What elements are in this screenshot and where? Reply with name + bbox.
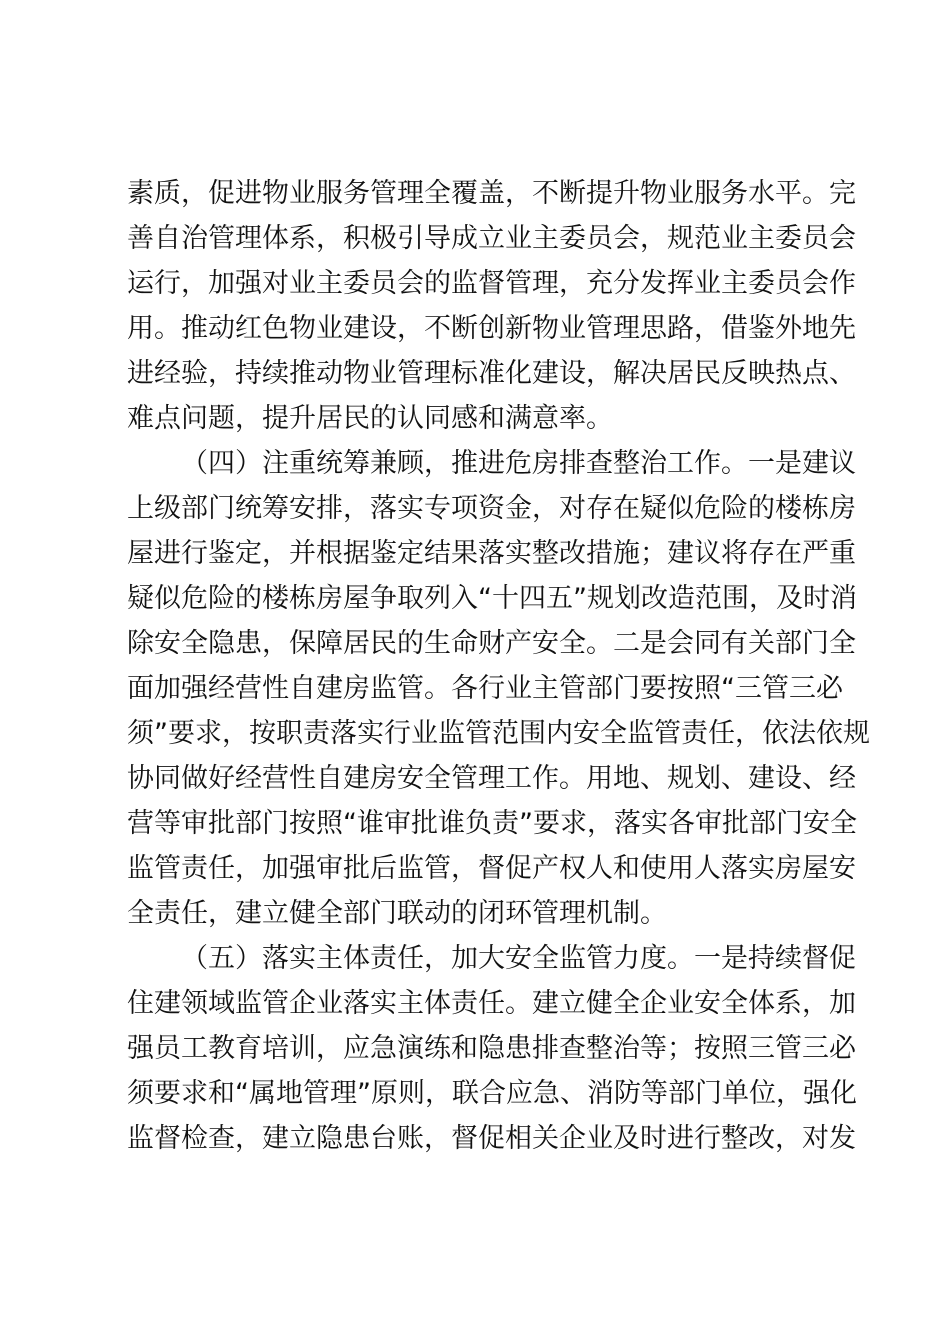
text-line: 面加强经营性自建房监管。各行业主管部门要按照“三管三必 xyxy=(127,673,843,704)
text-line: 善自治管理体系，积极引导成立业主委员会，规范业主委员会 xyxy=(127,223,856,254)
text-line: 强员工教育培训，应急演练和隐患排查整治等；按照三管三必 xyxy=(127,1033,856,1064)
text-line: 须”要求，按职责落实行业监管范围内安全监管责任，依法依规 xyxy=(127,718,870,749)
text-line: 协同做好经营性自建房安全管理工作。用地、规划、建设、经 xyxy=(127,763,856,794)
text-line: 须要求和“属地管理”原则，联合应急、消防等部门单位，强化 xyxy=(127,1078,857,1109)
text-line: 难点问题，提升居民的认同感和满意率。 xyxy=(127,403,613,434)
text-line: 营等审批部门按照“谁审批谁负责”要求，落实各审批部门安全 xyxy=(127,808,857,839)
section-heading-line: （四）注重统筹兼顾，推进危房排查整治工作。一是建议 xyxy=(181,448,856,479)
text-line: 运行，加强对业主委员会的监督管理，充分发挥业主委员会作 xyxy=(127,268,856,299)
text-line: 除安全隐患，保障居民的生命财产安全。二是会同有关部门全 xyxy=(127,628,856,659)
text-line: 素质，促进物业服务管理全覆盖，不断提升物业服务水平。完 xyxy=(127,178,856,209)
text-line: 屋进行鉴定，并根据鉴定结果落实整改措施；建议将存在严重 xyxy=(127,538,856,569)
text-line: 监督检查，建立隐患台账，督促相关企业及时进行整改，对发 xyxy=(127,1123,856,1154)
text-line: 监管责任，加强审批后监管，督促产权人和使用人落实房屋安 xyxy=(127,853,856,884)
text-line: 上级部门统筹安排，落实专项资金，对存在疑似危险的楼栋房 xyxy=(127,493,856,524)
text-line: 进经验，持续推动物业管理标准化建设，解决居民反映热点、 xyxy=(127,358,856,389)
text-line: 全责任，建立健全部门联动的闭环管理机制。 xyxy=(127,898,667,929)
text-line: 疑似危险的楼栋房屋争取列入“十四五”规划改造范围，及时消 xyxy=(127,583,857,614)
text-line: 住建领域监管企业落实主体责任。建立健全企业安全体系，加 xyxy=(127,988,856,1019)
text-line: 用。推动红色物业建设，不断创新物业管理思路，借鉴外地先 xyxy=(127,313,856,344)
section-heading-line: （五）落实主体责任，加大安全监管力度。一是持续督促 xyxy=(181,943,856,974)
